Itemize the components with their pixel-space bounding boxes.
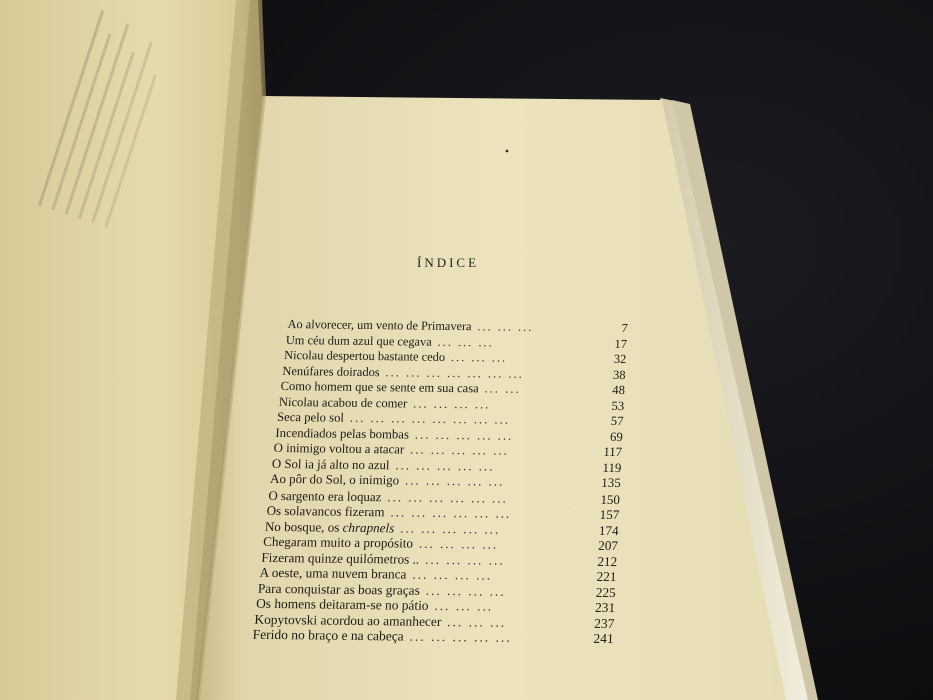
toc-entry-leader: ... ... ... bbox=[447, 613, 507, 630]
toc-entry-title bbox=[273, 441, 404, 458]
toc-entry-title-text: Ao alvorecer, um vento de Primavera bbox=[287, 317, 472, 334]
toc-entry-page: 38 bbox=[612, 367, 626, 382]
toc-entry-page: 117 bbox=[603, 444, 623, 460]
toc-entry-page: 150 bbox=[600, 491, 621, 507]
toc-entry-leader: ... ... ... ... ... bbox=[399, 519, 501, 537]
toc-entry-leader: ... ... ... ... ... bbox=[404, 473, 505, 489]
toc-entry-title bbox=[270, 472, 400, 489]
toc-entry-page: 69 bbox=[609, 429, 624, 444]
toc-entry-page: 212 bbox=[597, 553, 618, 569]
toc-entry-title bbox=[282, 363, 380, 380]
toc-entry-leader: ... ... ... ... ... bbox=[409, 442, 510, 458]
table-of-contents bbox=[252, 317, 628, 647]
toc-entry-page: 207 bbox=[597, 537, 619, 554]
toc-entry-title-text: Nicolau acabou de comer bbox=[278, 394, 408, 410]
toc-entry-title bbox=[279, 394, 408, 411]
toc-entry-title-text: Incendiados pelas bombas bbox=[275, 425, 410, 442]
toc-entry-title-text: Ao pôr do Sol, o inimigo bbox=[269, 471, 400, 488]
toc-entry-page: 48 bbox=[612, 382, 626, 398]
toc-entry-leader: ... ... bbox=[484, 381, 521, 396]
toc-entry-leader: ... ... ... ... ... ... bbox=[390, 504, 512, 521]
toc-entry-page: 174 bbox=[598, 522, 619, 538]
toc-entry-title bbox=[277, 410, 344, 426]
toc-entry-title-text: Kopytovski acordou ao amanhecer bbox=[254, 611, 442, 629]
toc-entry-title bbox=[263, 534, 414, 551]
toc-entry-leader: ... ... ... bbox=[450, 349, 508, 365]
toc-entry-title-text: Como homem que se sente em sua casa bbox=[280, 378, 480, 396]
toc-entry-title bbox=[272, 456, 390, 473]
toc-entry-leader: ... ... ... ... bbox=[418, 535, 499, 552]
toc-entry-page: 221 bbox=[596, 568, 617, 585]
toc-entry-title-text: O sargento era loquaz bbox=[268, 487, 382, 504]
toc-entry-page: 225 bbox=[595, 584, 617, 600]
toc-entry-title-text: Um céu dum azul que cegava bbox=[285, 332, 433, 349]
toc-entry-page: 135 bbox=[601, 475, 622, 491]
toc-entry-leader: ... ... ... ... bbox=[412, 396, 491, 411]
toc-entry-page: 7 bbox=[621, 321, 628, 336]
toc-entry-title bbox=[265, 518, 395, 535]
toc-entry-title-text: Para conquistar as boas graças bbox=[257, 580, 421, 598]
toc-entry-title-text: Os homens deitaram-se no pátio bbox=[255, 595, 429, 613]
toc-entry-title bbox=[259, 565, 407, 582]
page-mark bbox=[506, 150, 509, 153]
toc-entry-title bbox=[252, 627, 404, 644]
toc-entry-title-text: No bosque, os bbox=[264, 518, 344, 535]
toc-entry-title bbox=[268, 487, 382, 504]
toc-entry-title bbox=[286, 332, 433, 349]
toc-entry-leader: ... ... ... ... ... ... ... ... bbox=[349, 410, 511, 427]
toc-entry-leader: ... ... ... ... bbox=[425, 582, 507, 599]
toc-entry-title-text: Nenúfares doirados bbox=[282, 363, 381, 379]
toc-entry-page: 241 bbox=[593, 630, 615, 647]
toc-entry-leader: ... ... ... bbox=[477, 319, 534, 334]
toc-entry-leader: ... ... ... ... ... bbox=[395, 457, 495, 474]
toc-entry-leader: ... ... ... ... ... bbox=[409, 628, 513, 645]
toc-entry-page: 57 bbox=[610, 413, 624, 429]
toc-entry-page: 32 bbox=[613, 351, 627, 367]
toc-entry-page: 53 bbox=[611, 398, 625, 413]
toc-entry-page: 17 bbox=[614, 336, 628, 351]
toc-entry-page: 157 bbox=[599, 506, 620, 523]
index-title: ÍNDICE bbox=[417, 255, 480, 270]
toc-entry-page: 237 bbox=[593, 615, 615, 631]
toc-entry-title bbox=[261, 549, 420, 566]
toc-entry-title-text: Ferido no braço e na cabeça bbox=[252, 626, 405, 644]
toc-entry-leader: ... ... ... ... ... ... ... bbox=[385, 364, 525, 381]
toc-entry-page: 231 bbox=[594, 599, 616, 616]
toc-entry-leader: ... ... ... ... ... bbox=[414, 427, 514, 443]
toc-entry-title-text: Nicolau despertou bastante cedo bbox=[283, 347, 446, 364]
toc-entry-title-text: Chegaram muito a propósito bbox=[262, 533, 414, 551]
toc-entry-title-text: A oeste, uma nuvem branca bbox=[259, 564, 407, 582]
toc-entry-title bbox=[275, 425, 409, 442]
toc-entry-leader: ... ... ... ... bbox=[424, 551, 506, 568]
toc-entry-title-text: O inimigo voltou a atacar bbox=[273, 440, 405, 457]
toc-entry-title-text: Os solavancos fizeram bbox=[266, 502, 385, 520]
toc-entry-title-text: Fizeram quinze quilómetros .. bbox=[261, 549, 420, 567]
toc-entry-title-italic: chrapnels bbox=[342, 519, 395, 535]
toc-entry-leader: ... ... ... bbox=[437, 334, 495, 349]
toc-entry-page: 119 bbox=[602, 460, 622, 475]
toc-entry-title-text: Seca pelo sol bbox=[276, 409, 345, 425]
toc-entry-leader: ... ... ... ... ... ... bbox=[387, 488, 509, 506]
toc-entry-title-text: O Sol ia já alto no azul bbox=[271, 456, 390, 472]
toc-entry-leader: ... ... ... ... bbox=[412, 566, 493, 583]
toc-entry-leader: ... ... ... bbox=[434, 597, 494, 614]
toc-entry-title bbox=[266, 503, 385, 520]
